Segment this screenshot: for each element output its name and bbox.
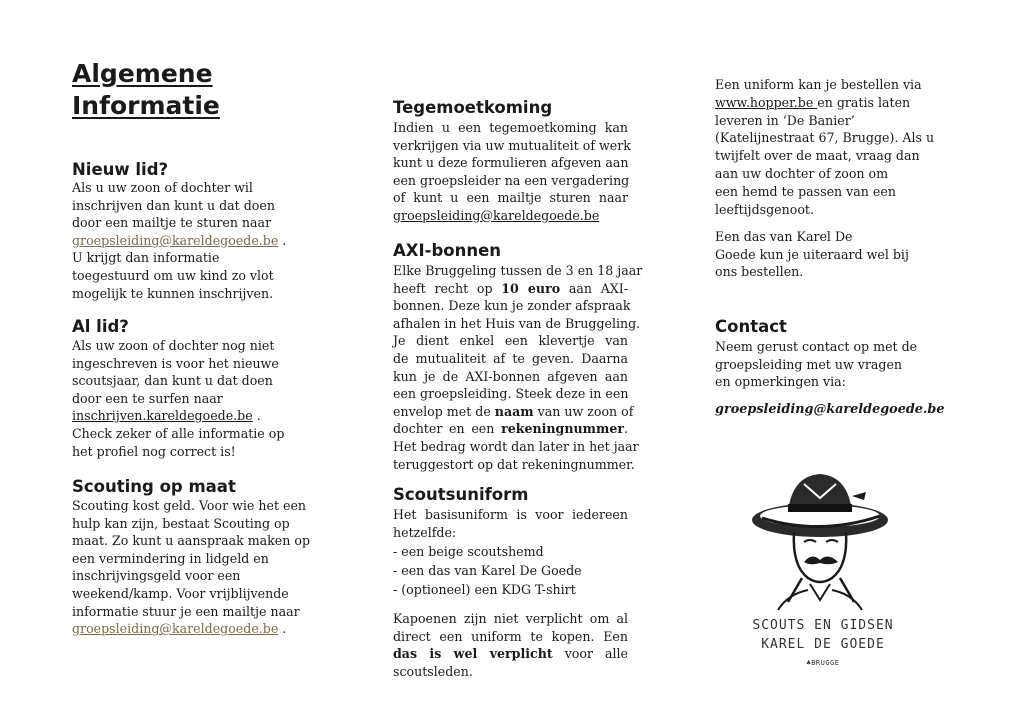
email-link[interactable]: groepsleiding@kareldegoede.be [72,621,279,637]
hopper-link[interactable]: www.hopper.be [715,94,818,110]
al-lid-text: Als uw zoon of dochter nog niet ingeschreven is voor het nieuwe scoutsjaar, dan kunt u dat doen door een te surfen naar inschrijven.kareldegoede.be . Check zeker of alle informatie op het profiel nog correct is! [72,338,285,459]
kapoenen-text: Kapoenen zijn niet verplicht om al direct een uniform te kopen. Een das is wel verplicht voor alle scoutsleden. [393,611,628,679]
logo-line-1: SCOUTS EN GIDSEN [752,618,894,633]
email-link[interactable]: groepsleiding@kareldegoede.be [72,232,279,248]
inschrijven-link[interactable]: inschrijven.kareldegoede.be [72,408,253,424]
list-item: - een das van Karel De Goede [393,563,582,578]
heading-scoutsuniform: Scoutsuniform [393,485,529,504]
scoutsuniform-text: Het basisuniform is voor iedereen hetzelfde: [393,507,628,540]
contact-email[interactable]: groepsleiding@kareldegoede.be [715,402,945,417]
axi-bonnen-text: Elke Bruggeling tussen de 3 en 18 jaar heeft recht op 10 euro aan AXI- bonnen. Deze kun je zonder afspraak afhalen in het Huis van de Bruggeling. Je dient enkel een klevertje van de mutualiteit af te geven. Daarna kun je de AXI-bonnen afgeven aan een groepsleiding. Steek deze in een envelop met de naam van uw zoon of dochter en een rekeningnummer. Het bedrag wordt dan later in het jaar teruggestort op dat rekeningnummer. [393,263,643,472]
heading-scouting-op-maat: Scouting op maat [72,477,236,496]
list-item: - een beige scoutshemd [393,544,544,559]
page-title: Algemene Informatie [72,59,220,120]
heading-contact: Contact [715,317,787,336]
logo-line-2: KAREL DE GOEDE [761,637,885,652]
heading-axi-bonnen: AXI-bonnen [393,241,502,260]
heading-al-lid: Al lid? [72,317,129,336]
uniform-items [393,542,582,599]
uniform-bestellen-text: Een uniform kan je bestellen via www.hopper.be en gratis laten leveren in ‘De Banier’ (Katelijnestraat 67, Brugge). Als u twijfelt over de maat, vraag dan aan uw dochter of zoon om een hemd te passen van een leeftijdsgenoot. [715,77,935,217]
email-link[interactable]: groepsleiding@kareldegoede.be [393,207,600,223]
scouting-op-maat-text: Scouting kost geld. Voor wie het een hulp kan zijn, bestaat Scouting op maat. Zo kunt u aanspraak maken op een vermindering in lidgeld en inschrijvingsgeld voor een weekend/kamp. Voor vrijblijvende informatie stuur je een mailtje naar groepsleiding@kareldegoede.be . [72,498,311,637]
logo-small-text: ♣BRUGGE [806,659,840,667]
contact-text: Neem gerust contact op met de groepsleiding met uw vragen en opmerkingen via: [715,339,918,390]
heading-nieuw-lid: Nieuw lid? [72,160,169,179]
scouts-logo [748,462,898,697]
nieuw-lid-text: Als u uw zoon of dochter wil inschrijven dan kunt u dat doen door een mailtje te sturen naar groepsleiding@kareldegoede.be . U krijgt dan informatie toegestuurd om uw kind zo vlot mogelijk te kunnen inschrijven. [72,180,287,301]
heading-tegemoetkoming: Tegemoetkoming [393,98,553,117]
das-text: Een das van Karel De Goede kun je uiteraard wel bij ons bestellen. [715,229,909,280]
scout-portrait-icon [748,462,898,612]
list-item: - (optioneel) een KDG T-shirt [393,582,576,597]
tegemoetkoming-text: Indien u een tegemoetkoming kan verkrijgen via uw mutualiteit of werk kunt u deze formulieren afgeven aan een groepsleider na een vergadering of kunt u een mailtje sturen naar groepsleiding@kareldegoede.be [393,120,631,223]
